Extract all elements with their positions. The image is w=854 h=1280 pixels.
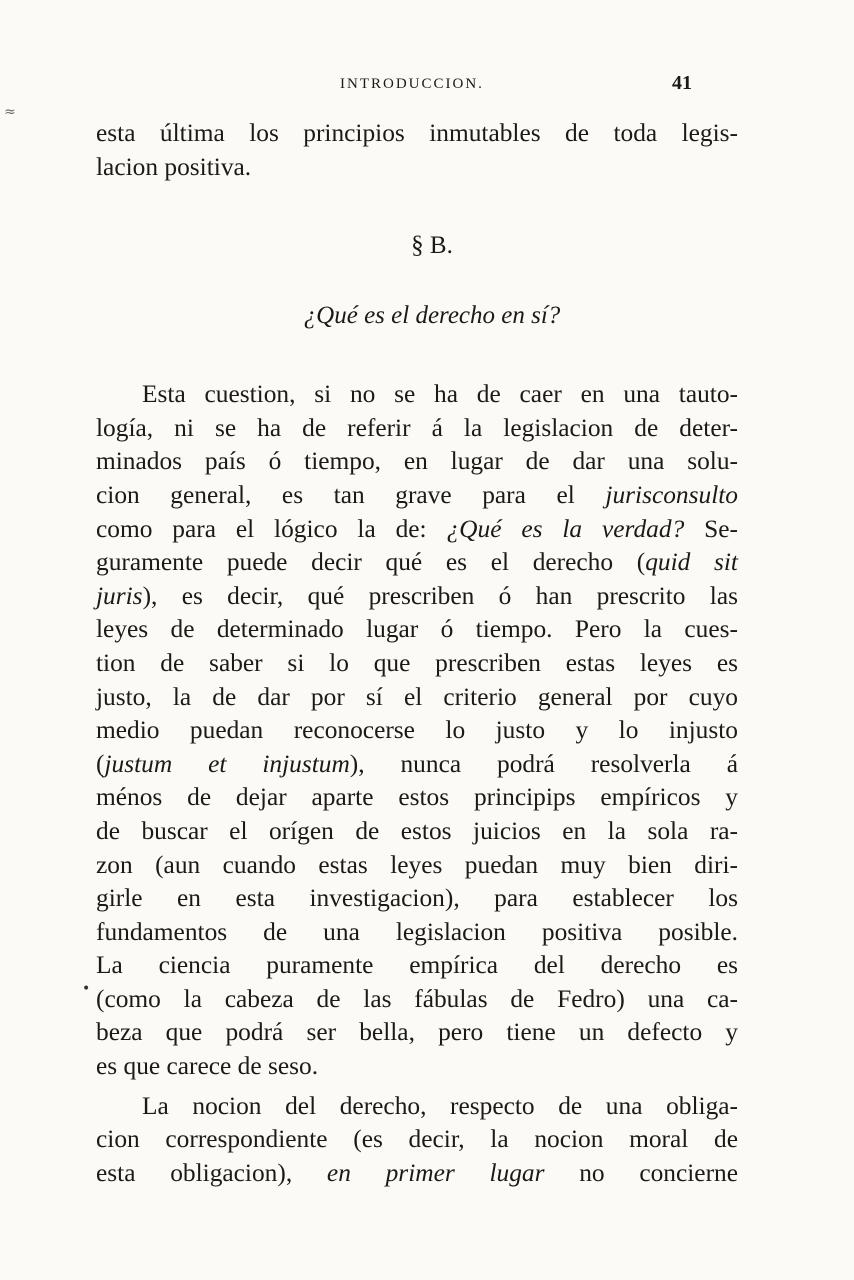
- italic-run: quid sit: [645, 548, 738, 577]
- text-line: [96, 949, 738, 983]
- text-run: beza que podrá ser bella, pero tiene un defecto y: [96, 1018, 738, 1047]
- body-text: [96, 117, 738, 1190]
- text-line: [96, 916, 738, 950]
- text-line: [96, 1157, 738, 1191]
- text-line: [96, 445, 738, 479]
- text-line: [96, 849, 738, 883]
- text-run: medio puedan reconocerse lo justo y lo injusto: [96, 716, 738, 745]
- text-run: zon (aun cuando estas leyes puedan muy bien diri-: [96, 850, 738, 879]
- text-line: [96, 882, 738, 916]
- pointer-mark: •: [82, 981, 91, 997]
- text-line: [96, 378, 738, 412]
- text-run: como para el lógico la de:: [96, 514, 447, 543]
- page-number: 41: [672, 72, 692, 94]
- italic-run: jurisconsulto: [605, 480, 738, 509]
- text-line: [96, 513, 738, 547]
- section-mark: § B.: [411, 232, 453, 260]
- text-run: ), es decir, qué prescriben ó han prescrito las: [142, 581, 738, 610]
- text-line: lacion positiva.: [96, 152, 252, 181]
- paragraph-2: [96, 1090, 738, 1191]
- text-run: esta obligacion),: [96, 1158, 327, 1187]
- section-title: ¿Qué es el derecho en sí?: [303, 302, 561, 330]
- text-run: guramente puede decir qué es el derecho (: [96, 548, 646, 577]
- text-run: Se-: [684, 514, 738, 543]
- text-run: La nocion del derecho, respecto de una obliga-: [142, 1091, 738, 1120]
- text-line: [96, 546, 738, 580]
- margin-mark: ≈: [4, 104, 16, 120]
- text-line: [96, 479, 738, 513]
- text-run: es que carece de seso.: [96, 1052, 319, 1081]
- text-run: Esta cuestion, si no se ha de caer en una tauto-: [142, 380, 738, 409]
- text-line: [96, 748, 738, 782]
- text-run: girle en esta investigacion), para establecer los: [96, 884, 738, 913]
- text-run: minados país ó tiempo, en lugar de dar una solu-: [96, 447, 738, 476]
- text-line: [96, 714, 738, 748]
- italic-run: justum et injustum: [104, 749, 350, 778]
- text-line: [96, 681, 738, 715]
- italic-run: juris: [96, 581, 143, 610]
- running-title: INTRODUCCION.: [340, 76, 484, 92]
- text-run: de buscar el orígen de estos juicios en la sola ra-: [96, 816, 738, 845]
- text-line: [96, 815, 738, 849]
- text-line: [96, 1016, 738, 1050]
- text-run: La ciencia puramente empírica del derecho es: [96, 951, 738, 980]
- text-line: [96, 1050, 738, 1084]
- text-line: [96, 781, 738, 815]
- text-line: [96, 1090, 738, 1124]
- text-run: leyes de determinado lugar ó tiempo. Pero la cues-: [96, 615, 738, 644]
- text-run: (como la cabeza de las fábulas de Fedro) una ca-: [96, 984, 738, 1013]
- text-line: esta última los principios inmutables de toda legis-: [96, 119, 738, 147]
- text-run: cion correspondiente (es decir, la nocion moral de: [96, 1125, 738, 1154]
- text-run: no concierne: [544, 1158, 738, 1187]
- text-run: fundamentos de una legislacion positiva posible.: [96, 917, 738, 946]
- running-head: [0, 72, 854, 100]
- text-line: [96, 412, 738, 446]
- text-run: cion general, es tan grave para el: [96, 480, 606, 509]
- text-run: tion de saber si lo que prescriben estas leyes es: [96, 648, 738, 677]
- text-line: [96, 1123, 738, 1157]
- text-line: [96, 647, 738, 681]
- text-run: ménos de dejar aparte estos principips empíricos y: [96, 783, 738, 812]
- text-run: ), nunca podrá resolverla á: [349, 749, 738, 778]
- text-line: [96, 580, 738, 614]
- paragraph-1: [96, 378, 738, 1083]
- text-run: justo, la de dar por sí el criterio general por cuyo: [96, 682, 738, 711]
- italic-run: ¿Qué es la verdad?: [446, 514, 685, 543]
- text-line: [96, 983, 738, 1017]
- italic-run: en primer lugar: [326, 1158, 545, 1187]
- text-line: [96, 613, 738, 647]
- paragraph-continuation: [96, 117, 738, 184]
- text-run: (: [96, 749, 105, 778]
- text-run: logía, ni se ha de referir á la legislacion de deter-: [96, 413, 738, 442]
